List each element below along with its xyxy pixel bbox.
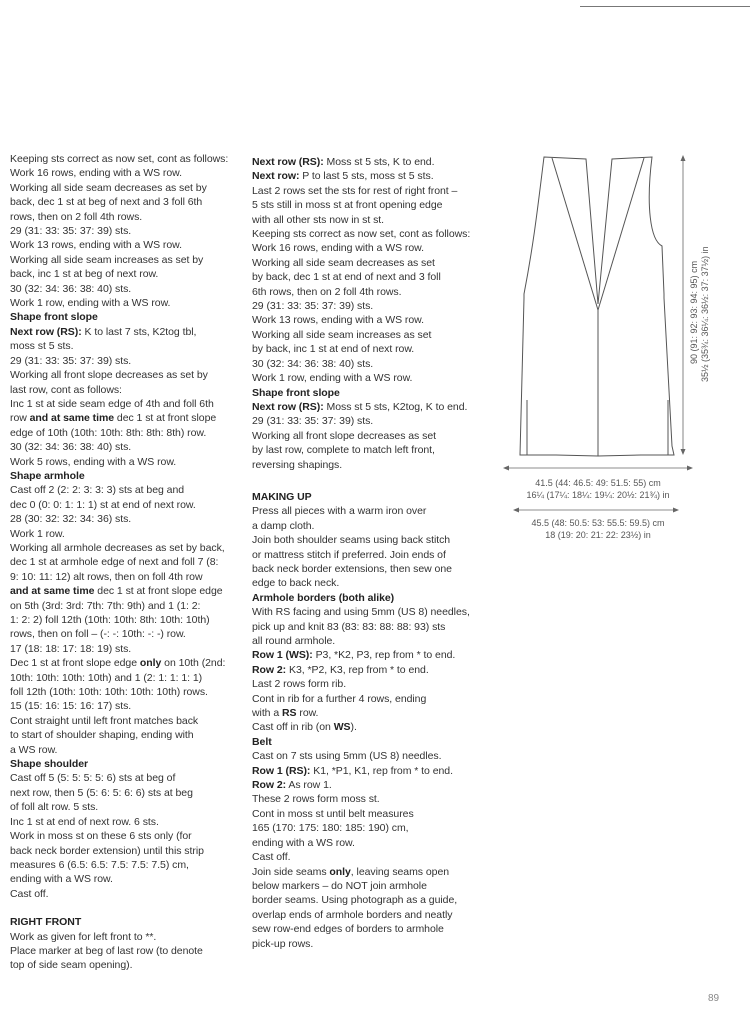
text-line [10,195,246,209]
text-line [252,692,488,706]
text-run: ending with a WS row. [252,836,355,849]
text-line [10,800,246,814]
text-column-left [10,152,246,973]
text-line [10,541,246,555]
text-run: below markers – do NOT join armhole [252,879,427,892]
text-run: Cont straight until left front matches back [10,714,199,727]
text-line [252,792,488,806]
text-run: P to last 5 sts, moss st 5 sts. [299,170,434,183]
text-run: 15 (15: 16: 15: 16: 17) sts. [10,700,132,713]
text-line [10,714,246,728]
text-run: Working all front slope decreases as set [252,429,436,442]
text-run: Moss st 5 sts, K to end. [323,156,435,168]
text-line [252,342,488,356]
text-line [10,152,246,166]
text-line [252,648,488,662]
text-run: Cast on 7 sts using 5mm (US 8) needles. [252,750,442,763]
text-run: Work 16 rows, ending with a WS row. [252,242,424,255]
paragraph-gap [10,901,246,915]
text-line [10,483,246,497]
text-run: Dec 1 st at front slope edge [10,657,140,670]
text-line [10,786,246,800]
text-line [10,584,246,598]
text-run: last row, cont as follows: [10,383,122,396]
text-line [252,922,488,936]
text-line [10,383,246,397]
text-run: Work 13 rows, ending with a WS row. [10,239,182,252]
text-line [10,685,246,699]
text-run: row [10,412,30,425]
text-run: rows, then on foll – (-: -: 10th: -: -) row. [10,628,186,641]
upper-width-label-cm: 41.5 (44: 46.5: 49: 51.5: 55) cm [535,478,661,488]
text-run: Working all front slope decreases as set by [10,369,208,382]
length-label-in: 35½ (35¾: 36¼: 36½: 37: 37½) in [700,246,710,382]
text-run: Inc 1 st at side seam edge of 4th and foll 6th [10,397,214,410]
text-line [10,771,246,785]
text-run: edge to back neck. [252,577,340,590]
text-run: As row 1. [286,779,332,792]
text-run: Press all pieces with a warm iron over [252,505,427,518]
paragraph-gap [252,472,488,490]
top-rule [580,6,750,7]
text-line [252,270,488,284]
bold-run: Shape front slope [10,311,98,324]
text-line [252,458,488,472]
text-line [252,591,488,605]
text-run: Keeping sts correct as now set, cont as follows: [10,153,229,165]
text-line [10,743,246,757]
text-line [252,256,488,270]
text-line [252,893,488,907]
text-line [252,807,488,821]
text-line [252,299,488,313]
text-run: on 10th (2nd: [161,657,226,670]
text-run: with a [252,707,282,720]
bold-run: Next row (RS): [252,156,324,168]
text-line [252,357,488,371]
text-line [252,620,488,634]
text-line [10,829,246,843]
garment-schematic [496,150,726,550]
text-line [252,663,488,677]
bold-run: RIGHT FRONT [10,916,82,929]
text-run: Cast off. [252,851,291,864]
page-number: 89 [708,993,720,1004]
text-line [10,210,246,224]
text-line [252,821,488,835]
bold-run: only [139,657,162,670]
text-run: Join side seams [252,865,330,878]
text-line [10,440,246,454]
text-line [252,313,488,327]
text-run: dec 1 st at armhole edge of next and foll 7 (8: [10,556,219,569]
text-run: measures 6 (6.5: 6.5: 7.5: 7.5: 7.5) cm, [10,858,189,871]
text-line [252,429,488,443]
text-line [252,169,488,183]
text-run: with all other sts now in st st. [252,213,385,226]
text-run: Inc 1 st at end of next row. 6 sts. [10,815,159,828]
text-run: dec 1 st at front slope [114,412,217,425]
text-run: K to last 7 sts, K2tog tbl, [81,325,197,338]
text-line [10,872,246,886]
text-line [252,285,488,299]
text-line [10,368,246,382]
bold-run: RS [282,707,297,720]
bold-run: Belt [252,735,272,748]
text-line [10,282,246,296]
text-run: pick up and knit 83 (83: 83: 88: 88: 93) sts [252,620,446,633]
lower-width-label-in: 18 (19: 20: 21: 22: 23½) in [545,530,651,540]
text-line [10,455,246,469]
length-label-cm: 90 (91: 92: 93: 94: 95) cm [689,260,699,364]
text-line [10,310,246,324]
text-line [10,267,246,281]
lower-width-arrow-left [513,508,519,513]
text-line [10,354,246,368]
text-run: 29 (31: 33: 35: 37: 39) sts. [252,300,374,313]
text-line [252,749,488,763]
length-arrow-top [681,155,686,161]
text-line [10,627,246,641]
text-line [252,634,488,648]
text-line [10,166,246,180]
bold-run: Next row (RS): [252,400,324,413]
text-line [252,328,488,342]
text-line [10,728,246,742]
text-line [252,227,488,241]
text-run: 30 (32: 34: 36: 38: 40) sts. [252,357,374,370]
text-line [252,879,488,893]
text-run: Work 1 row, ending with a WS row. [10,297,171,310]
text-line [252,198,488,212]
upper-width-label-in: 16¼ (17¼: 18¼: 19¼: 20½: 21¾) in [526,490,670,500]
text-run: on 5th (3rd: 3rd: 7th: 7th: 9th) and 1 (1: 2: [10,599,201,612]
text-run: by back, inc 1 st at end of next row. [252,343,415,356]
text-line [10,224,246,238]
text-run: 29 (31: 33: 35: 37: 39) sts. [252,415,374,428]
text-run: ending with a WS row. [10,873,113,886]
text-line [252,414,488,428]
text-run: Cont in rib for a further 4 rows, ending [252,692,427,705]
text-run: 5 sts still in moss st at front opening edge [252,199,443,212]
text-run: Last 2 rows set the sts for rest of right front – [252,184,458,197]
text-run: rows, then on 2 foll 4th rows. [10,210,143,223]
bold-run: Row 1 (RS): [252,764,311,777]
text-line [10,858,246,872]
text-line [10,887,246,901]
lower-width-label-cm: 45.5 (48: 50.5: 53: 55.5: 59.5) cm [531,518,665,528]
text-line [10,671,246,685]
text-line [10,469,246,483]
text-line [252,778,488,792]
bold-run: only [329,865,351,878]
upper-width-arrow-right [687,466,693,471]
text-line [10,555,246,569]
text-run: Keeping sts correct as now set, cont as follows: [252,228,471,241]
text-run: Cont in moss st until belt measures [252,807,414,820]
text-line [10,944,246,958]
text-line [10,915,246,929]
text-run: moss st 5 sts. [10,340,74,353]
bold-run: Shape shoulder [10,758,89,771]
text-run: back, dec 1 st at beg of next and 3 foll 6th [10,196,203,209]
text-line [252,519,488,533]
text-line [252,490,488,504]
text-run: back neck border extension) until this strip [10,844,204,857]
text-line [252,720,488,734]
text-line [252,605,488,619]
text-run: top of side seam opening). [10,959,133,972]
text-line [10,498,246,512]
text-run: or mattress stitch if preferred. Join ends of [252,548,446,561]
text-line [252,533,488,547]
text-run: 9: 10: 11: 12) alt rows, then on foll 4th row [10,570,203,583]
text-line [10,642,246,656]
text-line [10,958,246,972]
text-line [252,213,488,227]
text-run: Last 2 rows form rib. [252,678,347,691]
text-line [252,937,488,951]
text-line [252,241,488,255]
text-run: Work 5 rows, ending with a WS row. [10,455,177,468]
bold-run: and at same time [10,585,95,598]
text-run: Work in moss st on these 6 sts only (for [10,830,192,843]
text-line [10,339,246,353]
text-line [252,865,488,879]
text-run: Working all side seam decreases as set by [10,181,207,194]
text-run: Work 1 row, ending with a WS row. [252,372,413,385]
text-line [10,397,246,411]
text-run: Working all armhole decreases as set by back, [10,541,225,554]
upper-width-arrow-left [503,466,509,471]
text-line [10,512,246,526]
bold-run: Row 2: [252,779,287,792]
text-line [252,576,488,590]
text-run: Work 13 rows, ending with a WS row. [252,314,424,327]
text-run: edge of 10th (10th: 10th: 8th: 8th: 8th) row. [10,426,207,439]
text-run: , leaving seams open [350,865,450,878]
bold-run: WS [333,721,351,734]
text-run: dec 0 (0: 0: 1: 1: 1) st at end of next row. [10,498,196,511]
text-line [10,527,246,541]
bold-run: Row 2: [252,663,287,676]
text-line [10,757,246,771]
text-run: foll 12th (10th: 10th: 10th: 10th: 10th) rows. [10,686,208,699]
text-line [252,677,488,691]
text-run: reversing shapings. [252,458,343,471]
text-run: by back, dec 1 st at end of next and 3 foll [252,271,441,284]
text-run: Join both shoulder seams using back stitch [252,534,451,547]
text-run: dec 1 st at front slope edge [94,585,223,598]
text-run: sew row-end edges of borders to armhole [252,923,444,936]
lower-width-arrow-right [673,508,679,513]
text-run: These 2 rows form moss st. [252,793,380,806]
text-line [252,562,488,576]
text-run: K3, *P2, K3, rep from * to end. [286,663,429,676]
text-run: by last row, complete to match left front, [252,444,435,457]
text-run: Working all side seam increases as set by [10,253,204,266]
text-column-right [252,155,488,951]
text-line [10,599,246,613]
text-run: P3, *K2, P3, rep from * to end. [312,649,456,662]
text-line [252,764,488,778]
length-arrow-bottom [681,449,686,455]
text-line [10,411,246,425]
text-line [252,836,488,850]
bold-run: Shape front slope [252,386,340,399]
text-run: Working all side seam increases as set [252,328,432,341]
text-line [10,181,246,195]
text-run: next row, then 5 (5: 6: 5: 6: 6) sts at beg [10,786,193,799]
bold-run: MAKING UP [252,490,312,503]
text-run: Work 1 row. [10,527,65,540]
text-run: 30 (32: 34: 36: 38: 40) sts. [10,441,132,454]
text-line [10,238,246,252]
text-run: Place marker at beg of last row (to denote [10,944,203,957]
text-run: back neck border extensions, then sew one [252,562,452,575]
bold-run: Next row: [252,170,300,183]
text-run: all round armhole. [252,635,336,647]
text-line [252,443,488,457]
text-line [10,815,246,829]
text-line [252,706,488,720]
text-run: a damp cloth. [252,519,315,532]
bold-run: Row 1 (WS): [252,649,313,662]
text-line [252,371,488,385]
text-run: 17 (18: 18: 17: 18: 19) sts. [10,642,132,655]
text-line [252,400,488,414]
text-run: a WS row. [10,743,58,756]
bold-run: Armhole borders (both alike) [252,591,395,604]
text-run: Cast off 5 (5: 5: 5: 5: 6) sts at beg of [10,772,176,785]
text-line [252,386,488,400]
text-run: 6th rows, then on 2 foll 4th rows. [252,285,402,298]
bold-run: Next row (RS): [10,325,82,338]
schematic-neck-left [552,158,598,310]
text-run: Cast off 2 (2: 2: 3: 3: 3) sts at beg and [10,484,185,497]
bold-run: Shape armhole [10,469,85,482]
text-run: Working all side seam decreases as set [252,256,435,269]
text-line [252,735,488,749]
text-run: With RS facing and using 5mm (US 8) needles, [252,606,470,619]
text-run: border seams. Using photograph as a guide, [252,894,458,907]
text-run: 28 (30: 32: 32: 34: 36) sts. [10,513,132,526]
text-line [10,296,246,310]
text-run: 29 (31: 33: 35: 37: 39) sts. [10,354,132,367]
text-run: 1: 2: 2) foll 12th (10th: 10th: 8th: 10th: 10th) [10,614,210,626]
text-line [10,930,246,944]
text-run: 165 (170: 175: 180: 185: 190) cm, [252,822,409,835]
text-line [10,656,246,670]
text-line [10,699,246,713]
text-run: row. [296,707,319,720]
text-run: Cast off. [10,887,49,900]
text-run: ). [350,721,357,734]
text-run: back, inc 1 st at beg of next row. [10,268,159,281]
text-line [10,426,246,440]
text-line [252,155,488,169]
text-line [10,844,246,858]
text-line [252,548,488,562]
text-line [10,325,246,339]
text-run: Cast off in rib (on [252,721,334,734]
text-line [10,253,246,267]
text-line [10,613,246,627]
text-line [10,570,246,584]
text-line [252,850,488,864]
text-line [252,184,488,198]
text-run: Moss st 5 sts, K2tog, K to end. [323,400,468,413]
text-run: to start of shoulder shaping, ending with [10,729,194,742]
text-run: Work 16 rows, ending with a WS row. [10,167,182,180]
text-line [252,504,488,518]
text-line [252,908,488,922]
text-run: Work as given for left front to **. [10,930,157,943]
text-run: 10th: 10th: 10th: 10th) and 1 (2: 1: 1: 1: 1) [10,671,203,684]
bold-run: and at same time [29,412,115,425]
text-run: 30 (32: 34: 36: 38: 40) sts. [10,282,132,295]
text-run: pick-up rows. [252,937,314,950]
text-run: of foll alt row. 5 sts. [10,801,99,814]
text-run: 29 (31: 33: 35: 37: 39) sts. [10,225,132,238]
text-run: K1, *P1, K1, rep from * to end. [310,764,453,777]
text-run: overlap ends of armhole borders and neatly [252,908,453,921]
